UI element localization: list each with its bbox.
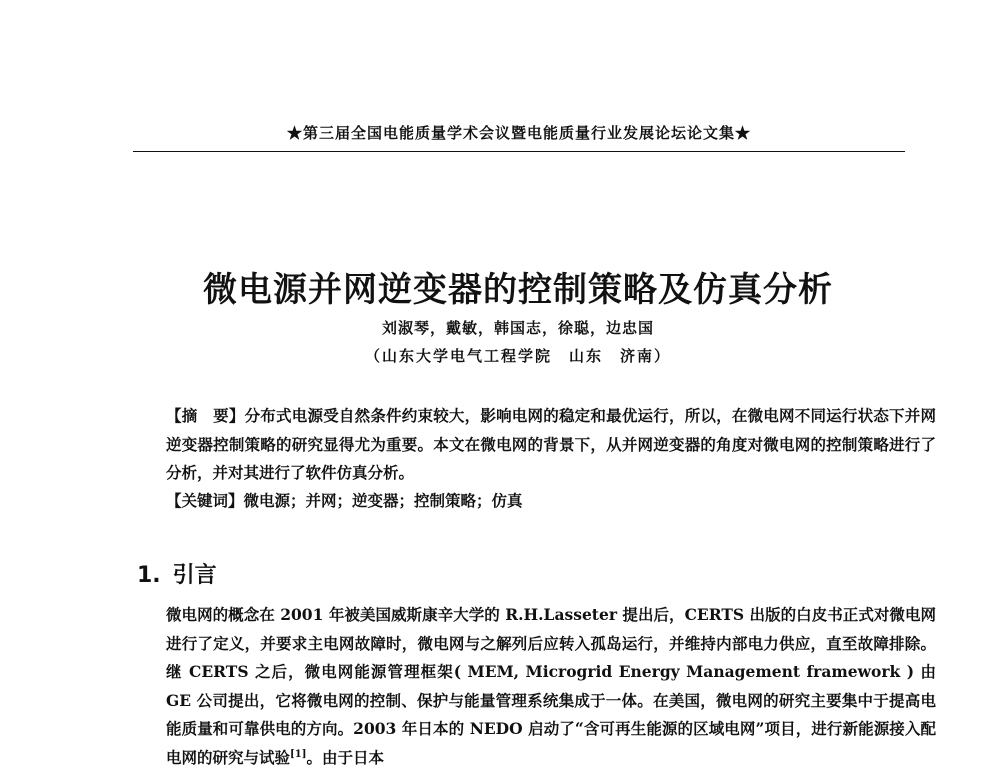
intro-paragraph [134,601,936,767]
intro-text-part2: 。由于日本 [306,747,384,767]
abstract-text: 分布式电源受自然条件约束较大，影响电网的稳定和最优运行，所以，在微电网不同运行状态下并网逆变器控制策略的研究显得尤为重要。本文在微电网的背景下，从并网逆变器的角度对微电网的控制策略进行了分析，并对其进行了软件仿真分析。 [166,406,936,482]
citation-ref: [1] [290,748,307,760]
abstract-label: 【摘 要】 [166,406,245,425]
keywords-paragraph [134,487,936,516]
intro-text-part1: 微电网的概念在 2001 年被美国威斯康辛大学的 R.H.Lasseter 提出后，CERTS 出版的白皮书正式对微电网进行了定义，并要求主电网故障时，微电网与之解列后应转入孤岛运行，并维持内部电力供应，直至故障排除。继 CERTS 之后，微电网能源管理框架( MEM, Microgrid Energy Management framework ) 由 GE 公司提出，它将微电网的控制、保护与能量管理系统集成于一体。在美国，微电网的研究主要集中于提高电能质量和可靠供电的方向。2003 年日本的 NEDO 启动了“含可再生能源的区域电网”项目，进行新能源接入配电网的研究与试验 [166,605,936,767]
paper-affiliation: （山东大学电气工程学院 山东 济南） [364,347,671,365]
section-number: 1. [137,563,161,588]
paper-authors: 刘淑琴，戴敏，韩国志，徐聪，边忠国 [381,319,654,337]
running-header: ★第三届全国电能质量学术会议暨电能质量行业发展论坛论文集★ [286,124,751,142]
section-heading [137,558,229,589]
keywords-label: 【关键词】 [166,491,244,510]
header-rule [133,151,905,152]
abstract-paragraph [134,402,936,488]
section-title: 引言 [172,563,217,588]
keywords-text: 微电源；并网；逆变器；控制策略；仿真 [243,491,523,510]
paper-title: 微电源并网逆变器的控制策略及仿真分析 [203,270,833,310]
